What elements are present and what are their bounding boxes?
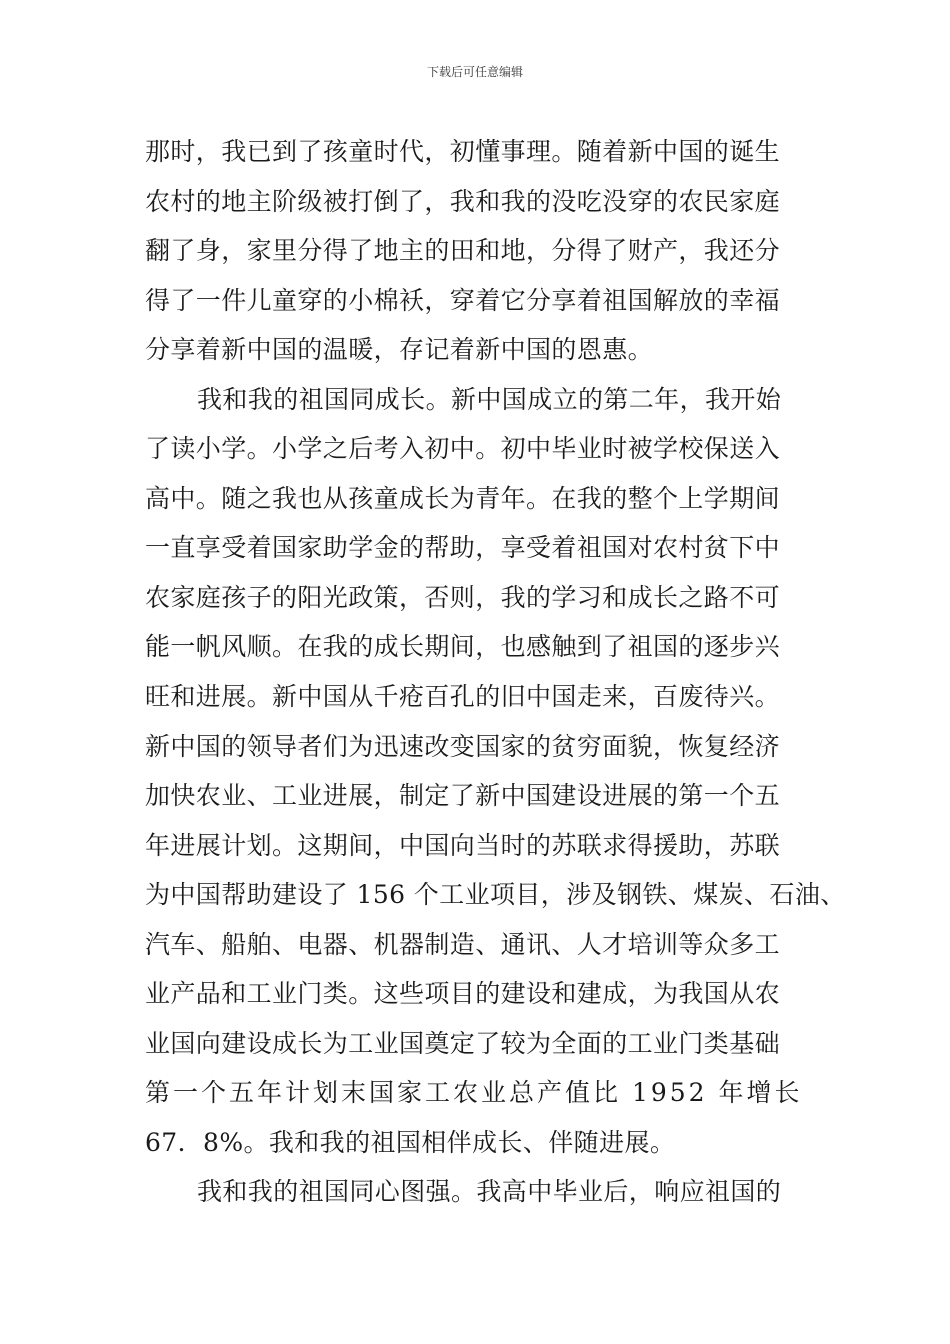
- text-line: 分享着新中国的温暖，存记着新中国的恩惠。: [145, 335, 654, 365]
- text-line: 那时，我已到了孩童时代，初懂事理。随着新中国的诞生: [145, 137, 781, 166]
- document-body: [145, 127, 846, 1217]
- text-line: 业产品和工业门类。这些项目的建设和建成，为我国从农: [145, 979, 781, 1009]
- text-line: 第一个五年计划末国家工农业总产值比 1952 年增长: [145, 1078, 803, 1108]
- text-line: 业国向建设成长为工业国奠定了较为全面的工业门类基础: [145, 1028, 781, 1058]
- text-line: 新中国的领导者们为迅速改变国家的贫穷面貌，恢复经济: [145, 731, 781, 761]
- text-line: 年进展计划。这期间，中国向当时的苏联求得援助，苏联: [145, 830, 781, 860]
- page-header: 下载后可任意编辑: [426, 65, 523, 79]
- text-line: 农村的地主阶级被打倒了，我和我的没吃没穿的农民家庭: [145, 186, 781, 216]
- text-line: 一直享受着国家助学金的帮助，享受着祖国对农村贫下中: [145, 533, 781, 563]
- text-line: 67．8%。我和我的祖国相伴成长、伴随进展。: [145, 1127, 676, 1157]
- paragraph-start-line: 我和我的祖国同心图强。我高中毕业后，响应祖国的: [197, 1177, 782, 1207]
- text-line: 能一帆风顺。在我的成长期间，也感触到了祖国的逐步兴: [145, 632, 781, 662]
- text-line: 汽车、船舶、电器、机器制造、通讯、人才培训等众多工: [145, 929, 781, 959]
- text-line: 为中国帮助建设了 156 个工业项目，涉及钢铁、煤炭、石油、: [145, 880, 846, 910]
- text-line: 高中。随之我也从孩童成长为青年。在我的整个上学期间: [145, 483, 781, 513]
- paragraph-start-line: 我和我的祖国同成长。新中国成立的第二年，我开始: [197, 384, 782, 414]
- text-line: 得了一件儿童穿的小棉袄，穿着它分享着祖国解放的幸福: [145, 285, 781, 315]
- text-line: 加快农业、工业进展，制定了新中国建设进展的第一个五: [145, 781, 781, 811]
- text-line: 翻了身，家里分得了地主的田和地，分得了财产，我还分: [145, 236, 781, 266]
- text-line: 农家庭孩子的阳光政策，否则，我的学习和成长之路不可: [145, 582, 781, 612]
- text-line: 旺和进展。新中国从千疮百孔的旧中国走来，百废待兴。: [145, 682, 781, 712]
- text-line: 了读小学。小学之后考入初中。初中毕业时被学校保送入: [145, 434, 781, 464]
